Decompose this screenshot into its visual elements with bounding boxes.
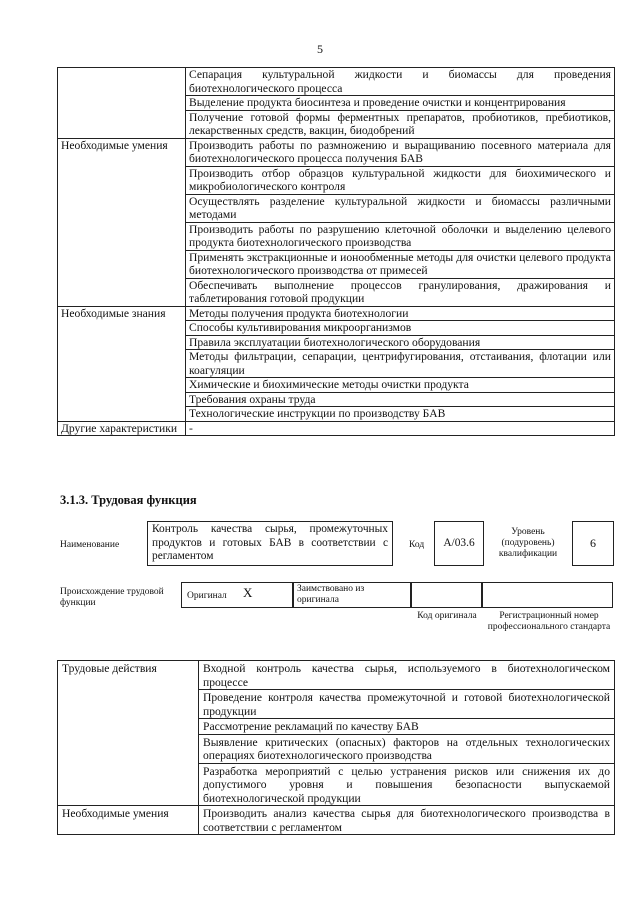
level-value: 6 <box>572 521 614 566</box>
table-cell: Производить анализ качества сырья для биотехнологического производства в соответствии с регламентом <box>199 806 615 835</box>
row-label: Необходимые знания <box>58 306 186 421</box>
table-cell: Входной контроль качества сырья, используемого в биотехнологическом процессе <box>199 661 615 690</box>
table-cell: Применять экстракционные и ионообменные методы для очистки целевого продукта биотехнологического производства от примесей <box>186 250 615 278</box>
level-label: Уровень (подуровень) квалификации <box>498 527 558 559</box>
skills-knowledge-table <box>57 67 615 436</box>
table-cell: Сепарация культуральной жидкости и биомассы для проведения биотехнологического процесса <box>186 68 615 96</box>
labor-actions-table <box>57 660 615 835</box>
row-label: Необходимые умения <box>58 806 199 835</box>
table-cell: Производить работы по размножению и выращиванию посевного материала для биотехнологического процесса получения БАВ <box>186 138 615 166</box>
table-cell: Требования охраны труда <box>186 392 615 407</box>
table-cell: Проведение контроля качества промежуточной и готовой биотехнологической продукции <box>199 690 615 719</box>
table-row <box>58 68 615 96</box>
table-cell: Осуществлять разделение культуральной жидкости и биомассы различными методами <box>186 194 615 222</box>
table-cell: Методы фильтрации, сепарации, центрифугирования, отстаивания, флотации или коагуляции <box>186 350 615 378</box>
code-label: Код <box>409 540 425 550</box>
table-row <box>58 306 615 321</box>
row-label <box>58 68 186 139</box>
code-value: А/03.6 <box>434 521 484 566</box>
table-cell: Методы получения продукта биотехнологии <box>186 306 615 321</box>
table-row <box>58 421 615 436</box>
table-row <box>58 661 615 690</box>
section-title: 3.1.3. Трудовая функция <box>60 493 197 507</box>
original-mark: X <box>243 585 253 600</box>
table-cell: Способы культивирования микроорганизмов <box>186 321 615 336</box>
row-label: Необходимые умения <box>58 138 186 306</box>
origin-label: Происхождение трудовой функции <box>60 587 164 608</box>
table-cell: Производить отбор образцов культуральной жидкости для биохимического и микробиологического контроля <box>186 166 615 194</box>
table-cell: Обеспечивать выполнение процессов гранулирования, дражирования и таблетирования готовой продукции <box>186 278 615 306</box>
table-cell: Правила эксплуатации биотехнологического оборудования <box>186 335 615 350</box>
table-cell: Химические и биохимические методы очистки продукта <box>186 378 615 393</box>
table-row <box>58 806 615 835</box>
table-cell: Получение готовой формы ферментных препаратов, пробиотиков, пребиотиков, лекарственных средств, вакцин, биодобрений <box>186 110 615 138</box>
name-value: Контроль качества сырья, промежуточных продуктов и готовых БАВ в соответствии с регламентом <box>147 521 393 566</box>
borrowed-label: Заимствовано из оригинала <box>297 584 365 605</box>
row-label: Другие характеристики <box>58 421 186 436</box>
divider <box>481 582 483 608</box>
divider <box>292 582 294 608</box>
name-label: Наименование <box>60 540 120 550</box>
divider <box>410 582 412 608</box>
row-label: Трудовые действия <box>58 661 199 806</box>
table-row <box>58 138 615 166</box>
page-number: 5 <box>317 42 323 56</box>
code-original-label: Код оригинала <box>417 611 477 621</box>
table-cell: Производить работы по разрушению клеточной оболочки и выделению целевого продукта биотехнологического производства <box>186 222 615 250</box>
original-label: Оригинал <box>187 591 227 601</box>
reg-number-label: Регистрационный номер профессионального стандарта <box>487 611 611 632</box>
table-cell: Выделение продукта биосинтеза и проведение очистки и концентрирования <box>186 96 615 111</box>
table-cell: Разработка мероприятий с целью устранения рисков или снижения их до допустимого уровня и повышения безопасности выпускаемой биотехнологической продукции <box>199 763 615 806</box>
table-cell: - <box>186 421 615 436</box>
table-cell: Рассмотрение рекламаций по качеству БАВ <box>199 719 615 735</box>
table-cell: Технологические инструкции по производству БАВ <box>186 407 615 422</box>
table-cell: Выявление критических (опасных) факторов на отдельных технологических операциях биотехнологического производства <box>199 734 615 763</box>
